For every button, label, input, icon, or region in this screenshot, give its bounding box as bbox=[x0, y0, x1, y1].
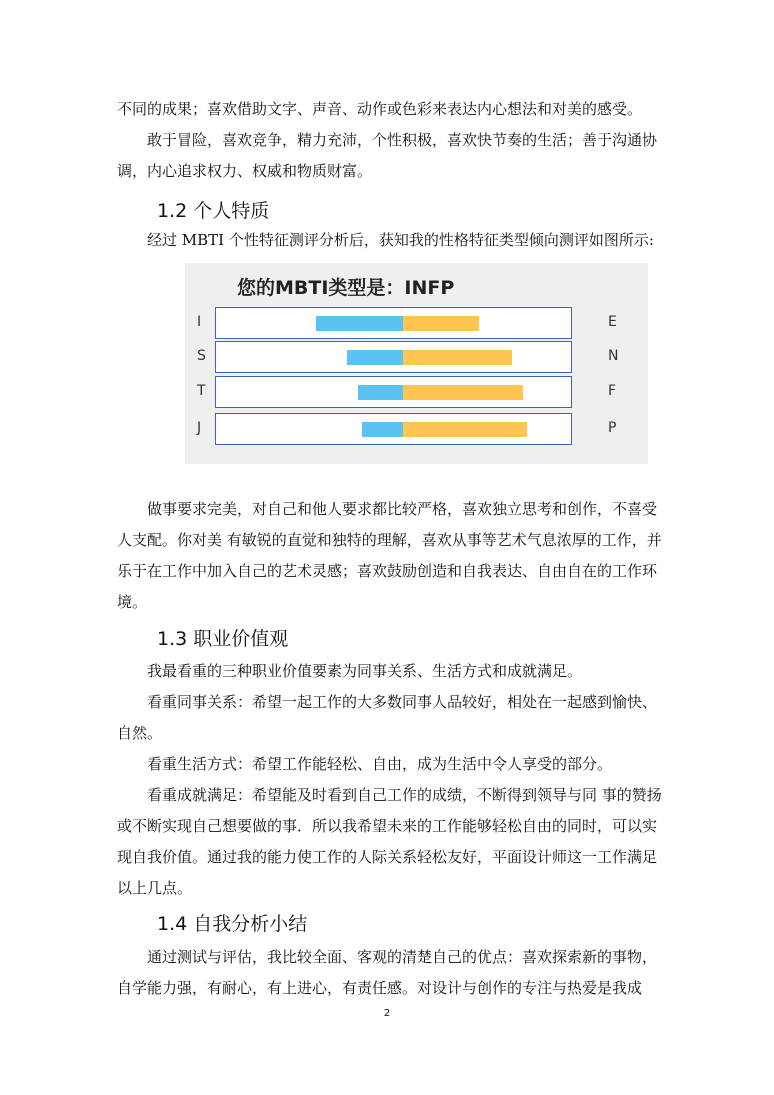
mbti-left-label: T bbox=[197, 383, 206, 399]
mbti-left-bar bbox=[362, 422, 403, 437]
mbti-chart bbox=[185, 263, 648, 464]
paragraph: 看重同事关系：希望一起工作的大多数同事人品较好，相处在一起感到愉快、自然。 bbox=[117, 693, 658, 742]
paragraph: 不同的成果；喜欢借助文字、声音、动作或色彩来表达内心想法和对美的感受。 bbox=[117, 100, 643, 118]
mbti-left-bar bbox=[358, 385, 403, 400]
mbti-left-bar bbox=[316, 316, 403, 331]
mbti-right-label: F bbox=[608, 383, 617, 399]
mbti-right-label: P bbox=[608, 420, 617, 436]
mbti-row-frame bbox=[215, 307, 572, 339]
mbti-left-label: I bbox=[197, 314, 202, 330]
section-heading: 1.2 个人特质 bbox=[157, 200, 270, 222]
mbti-right-bar bbox=[403, 316, 479, 331]
mbti-right-bar bbox=[403, 385, 523, 400]
paragraph: 敢于冒险，喜欢竞争，精力充沛，个性积极，喜欢快节奏的生活；善于沟通协调，内心追求权力、权威和物质财富。 bbox=[117, 131, 658, 180]
paragraph: 看重成就满足：希望能及时看到自己工作的成绩，不断得到领导与同 事的赞扬或不断实现自己想要做的事．所以我希望未来的工作能够轻松自由的同时，可以实现自我价值。通过我的能力使工作的人际关系轻松友好，平面设计师这一工作满足以上几点。 bbox=[117, 786, 662, 897]
paragraph: 经过 MBTI 个性特征测评分析后，获知我的性格特征类型倾向测评如图所示: bbox=[117, 231, 654, 249]
paragraph: 做事要求完美，对自己和他人要求都比较严格，喜欢独立思考和创作，不喜受人支配。你对美 有敏锐的直觉和独特的理解，喜欢从事等艺术气息浓厚的工作，并乐于在工作中加入自己的艺术灵感；喜欢鼓励创造和自我表达、自由自在的工作环境。 bbox=[117, 500, 662, 611]
paragraph: 看重生活方式：希望工作能轻松、自由，成为生活中令人享受的部分。 bbox=[117, 755, 613, 773]
mbti-left-label: S bbox=[197, 348, 206, 364]
paragraph: 通过测试与评估，我比较全面、客观的清楚自己的优点：喜欢探索新的事物，自学能力强，有耐心，有上进心，有责任感。对设计与创作的专注与热爱是我成 bbox=[117, 948, 658, 997]
mbti-right-label: N bbox=[608, 348, 619, 364]
mbti-row-frame bbox=[215, 376, 572, 408]
mbti-row-frame bbox=[215, 341, 572, 373]
section-heading: 1.3 职业价值观 bbox=[157, 628, 289, 650]
mbti-right-bar bbox=[403, 422, 527, 437]
section-heading: 1.4 自我分析小结 bbox=[157, 913, 308, 935]
mbti-left-bar bbox=[347, 350, 403, 365]
mbti-chart-title: 您的MBTI类型是：INFP bbox=[237, 277, 455, 299]
mbti-left-label: J bbox=[197, 420, 202, 436]
paragraph: 我最看重的三种职业价值要素为同事关系、生活方式和成就满足。 bbox=[117, 662, 583, 680]
page-number: 2 bbox=[383, 1008, 391, 1019]
mbti-row-frame bbox=[215, 413, 572, 445]
mbti-right-label: E bbox=[608, 314, 617, 330]
mbti-right-bar bbox=[403, 350, 512, 365]
